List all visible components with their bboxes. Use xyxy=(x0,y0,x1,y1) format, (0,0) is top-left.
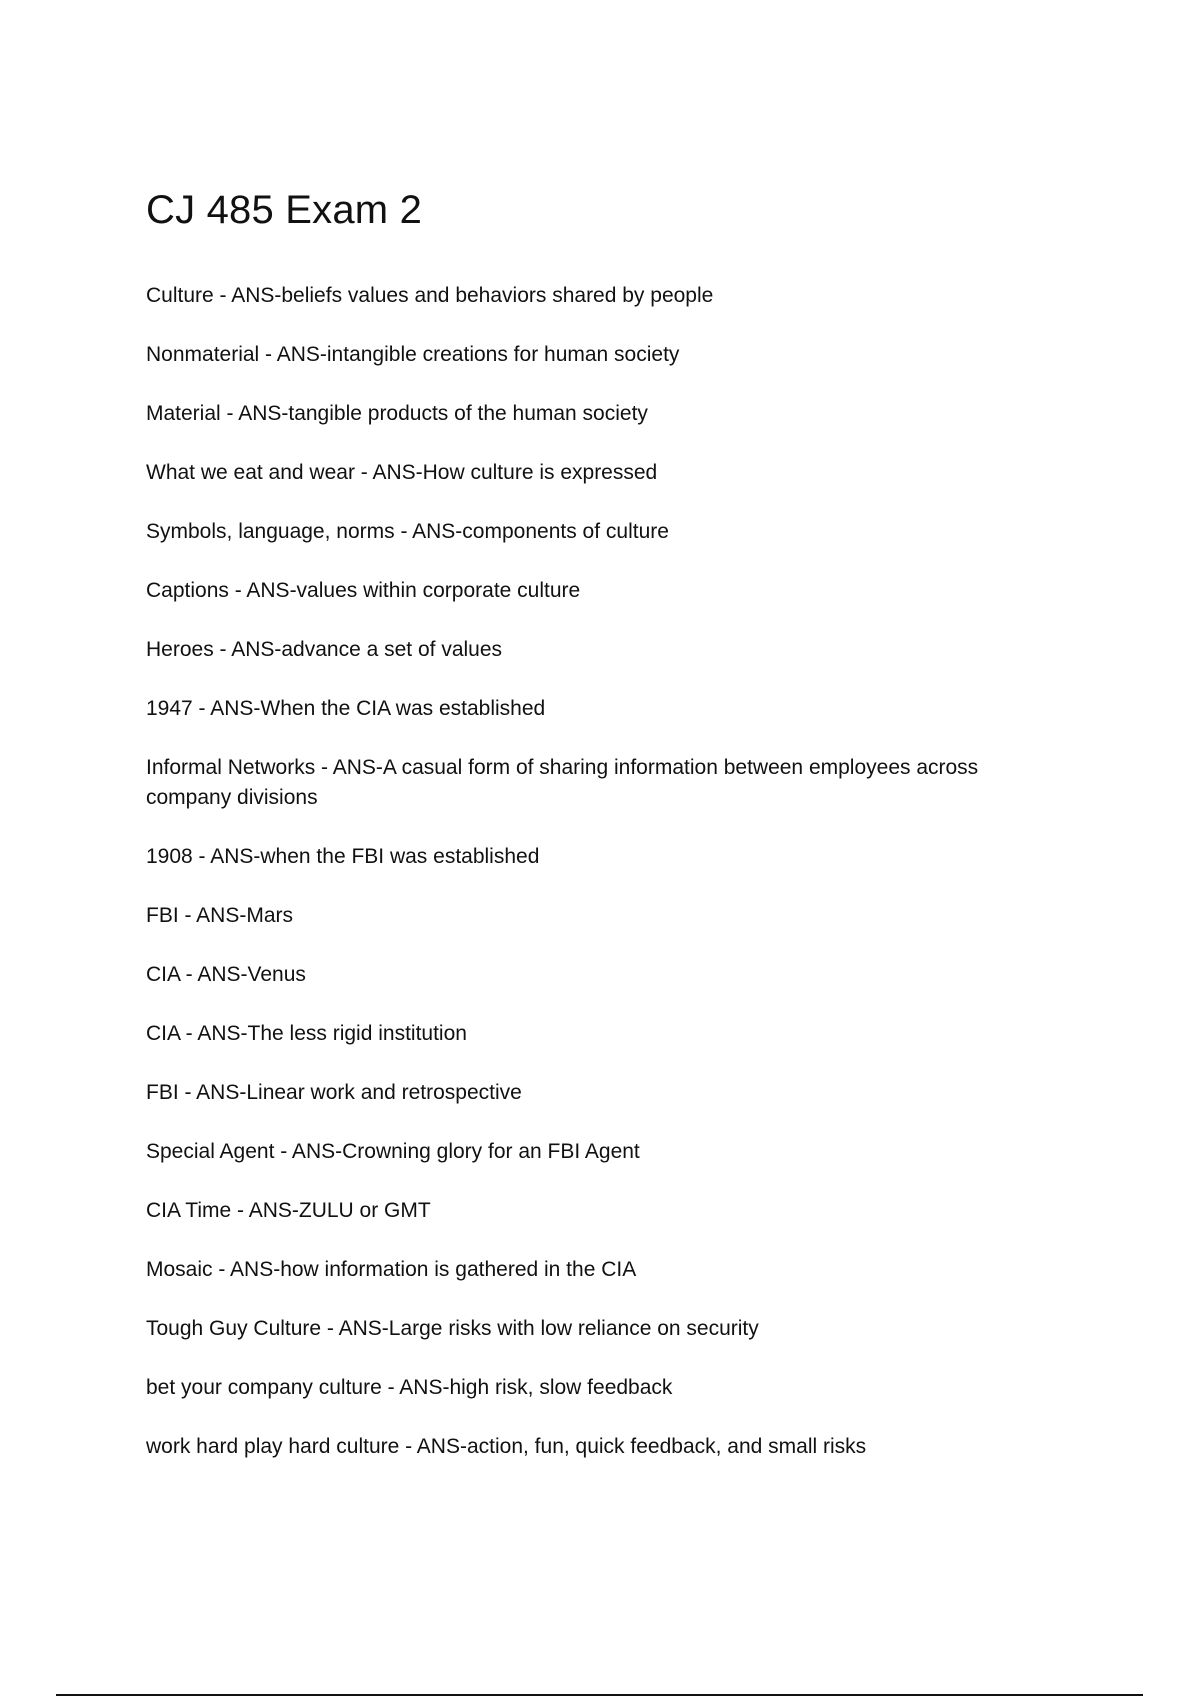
qa-item-material: Material - ANS-tangible products of the human society xyxy=(146,402,648,425)
qa-item-special-agent: Special Agent - ANS-Crowning glory for an FBI Agent xyxy=(146,1140,640,1163)
qa-item-work-hard-play-hard-culture: work hard play hard culture - ANS-action, fun, quick feedback, and small risks xyxy=(146,1435,867,1458)
qa-item-1908: 1908 - ANS-when the FBI was established xyxy=(146,845,540,868)
qa-item-fbi-linear-work: FBI - ANS-Linear work and retrospective xyxy=(146,1081,522,1104)
qa-item-captions: Captions - ANS-values within corporate culture xyxy=(146,579,581,602)
document-title: CJ 485 Exam 2 xyxy=(146,188,423,232)
qa-item-cia-less-rigid: CIA - ANS-The less rigid institution xyxy=(146,1022,467,1045)
qa-item-tough-guy-culture: Tough Guy Culture - ANS-Large risks with low reliance on security xyxy=(146,1317,759,1340)
qa-item-heroes: Heroes - ANS-advance a set of values xyxy=(146,638,503,661)
qa-item-symbols-language-norms: Symbols, language, norms - ANS-components of culture xyxy=(146,520,669,543)
qa-item-1947: 1947 - ANS-When the CIA was established xyxy=(146,697,546,720)
qa-item-nonmaterial: Nonmaterial - ANS-intangible creations for human society xyxy=(146,343,680,366)
qa-item-culture: Culture - ANS-beliefs values and behaviors shared by people xyxy=(146,284,714,307)
qa-item-cia-time: CIA Time - ANS-ZULU or GMT xyxy=(146,1199,431,1222)
qa-item-eat-and-wear: What we eat and wear - ANS-How culture is expressed xyxy=(146,461,658,484)
qa-list xyxy=(146,281,1046,1491)
footer-divider xyxy=(56,1694,1143,1696)
qa-item-cia-venus: CIA - ANS-Venus xyxy=(146,963,306,986)
qa-item-mosaic: Mosaic - ANS-how information is gathered in the CIA xyxy=(146,1258,637,1281)
qa-item-fbi-mars: FBI - ANS-Mars xyxy=(146,904,294,927)
qa-item-informal-networks: Informal Networks - ANS-A casual form of sharing information between employees across company divisions xyxy=(146,756,979,809)
qa-item-bet-your-company-culture: bet your company culture - ANS-high risk, slow feedback xyxy=(146,1376,673,1399)
